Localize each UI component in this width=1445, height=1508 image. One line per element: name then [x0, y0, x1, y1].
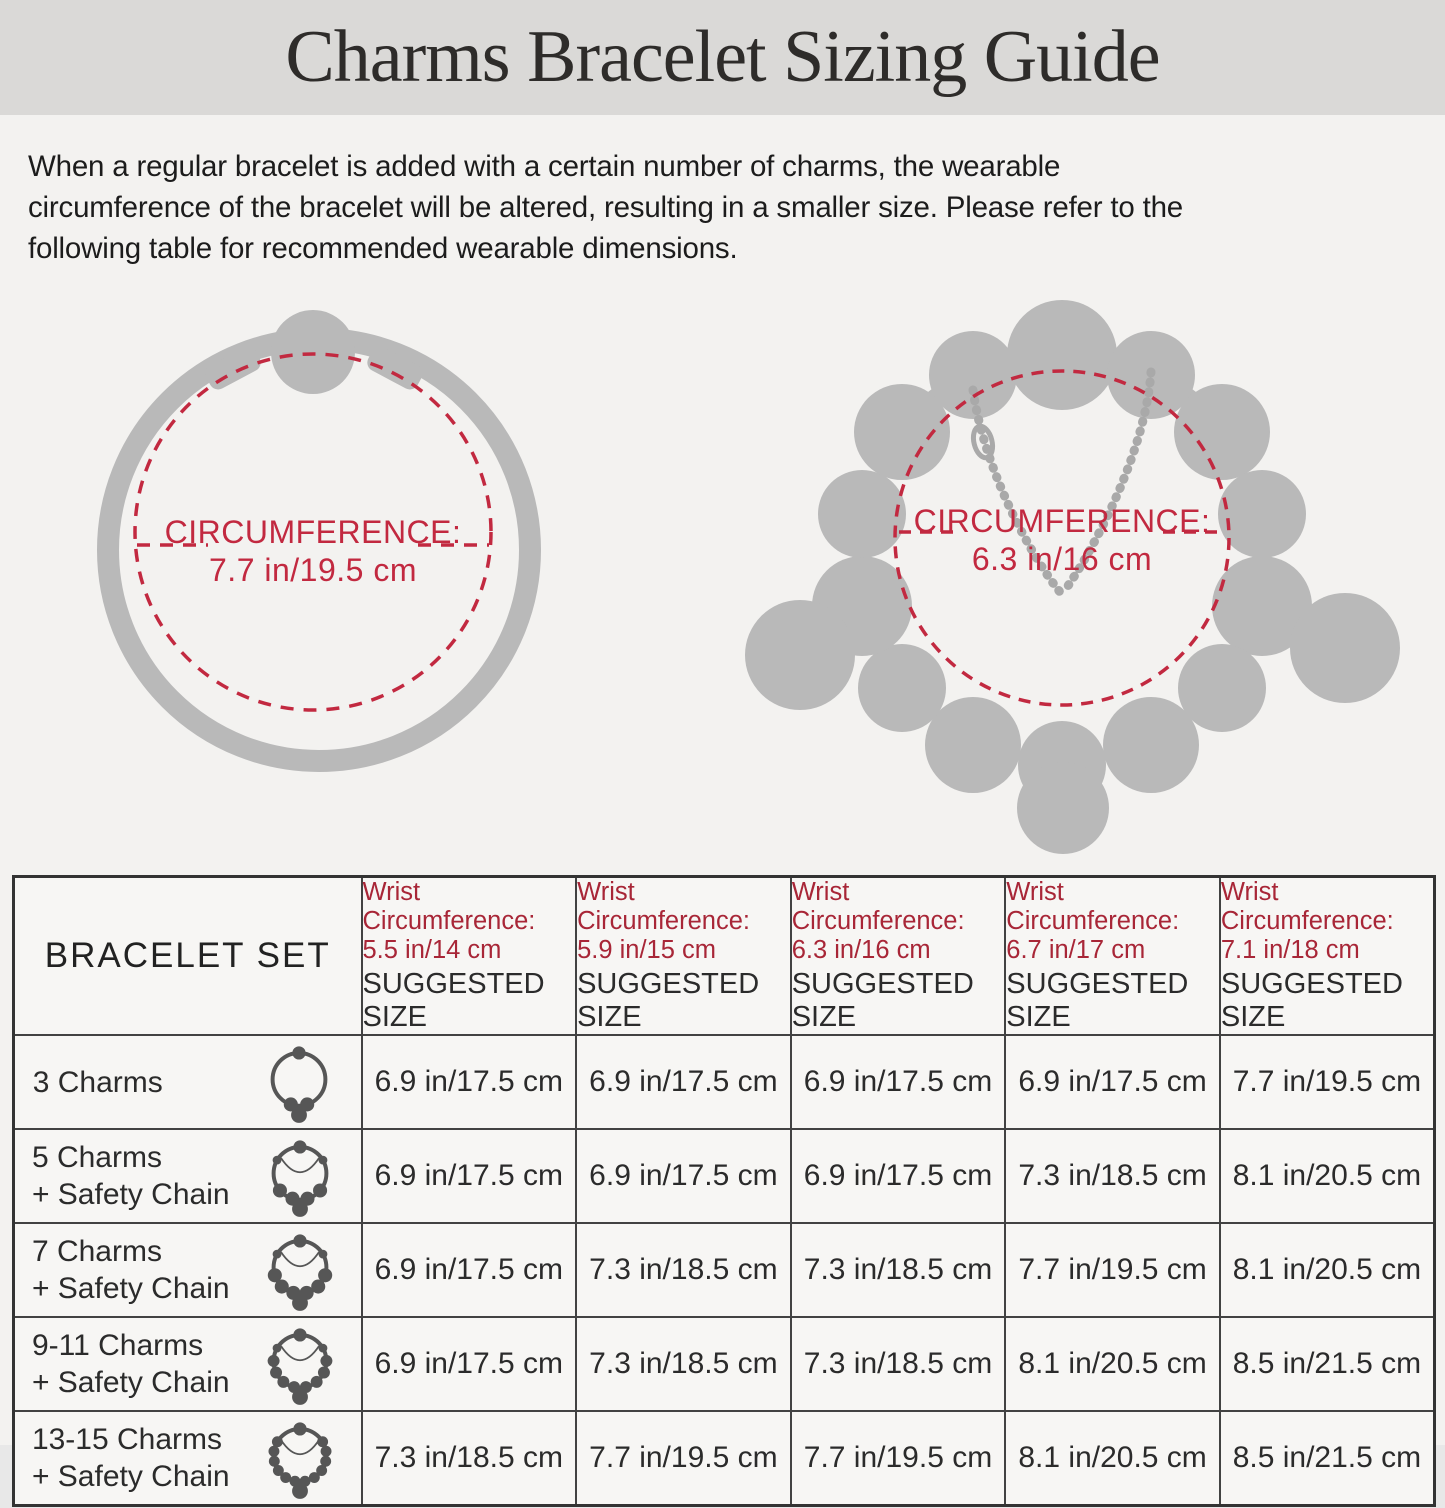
bracelet-set-icon [256, 1319, 344, 1409]
plain-bracelet-illustration [36, 270, 601, 845]
table-row [14, 1317, 1435, 1411]
bracelet-set-header: BRACELET SET [14, 877, 362, 1036]
bracelet-set-icon [256, 1225, 344, 1315]
suggested-size-value: 7.7 in/19.5 cm [1005, 1223, 1220, 1317]
suggested-size-value: 8.1 in/20.5 cm [1220, 1223, 1435, 1317]
wrist-circumference-label: Wrist Circumference: [1006, 878, 1180, 935]
circumference-value: 6.3 in/16 cm [971, 541, 1153, 577]
wrist-circumference-label: Wrist Circumference: [362, 878, 536, 935]
circumference-label: CIRCUMFERENCE: [913, 503, 1211, 539]
suggested-size-value: 6.9 in/17.5 cm [362, 1223, 577, 1317]
suggested-size-value: 6.9 in/17.5 cm [791, 1035, 1006, 1129]
suggested-size-value: 8.5 in/21.5 cm [1220, 1317, 1435, 1411]
wrist-circumference-label: Wrist Circumference: [1220, 878, 1394, 935]
suggested-size-value: 6.9 in/17.5 cm [362, 1317, 577, 1411]
suggested-size-value: 8.1 in/20.5 cm [1220, 1129, 1435, 1223]
wrist-circumference-label: Wrist Circumference: [577, 878, 750, 935]
clasp-ball-graphic [271, 310, 355, 394]
suggested-size-label: SUGGESTED SIZE [577, 968, 760, 1033]
suggested-size-label: SUGGESTED SIZE [362, 968, 545, 1033]
suggested-size-value: 7.3 in/18.5 cm [1005, 1129, 1220, 1223]
bracelet-set-cell [14, 1317, 362, 1411]
suggested-size-value: 7.3 in/18.5 cm [576, 1223, 791, 1317]
wrist-circumference-value: 7.1 in/18 cm [1220, 936, 1360, 964]
suggested-size-value: 6.9 in/17.5 cm [576, 1129, 791, 1223]
bracelet-set-cell [14, 1035, 362, 1129]
bracelet-set-icon [256, 1131, 344, 1221]
intro-line: circumference of the bracelet will be altered, resulting in a smaller size. Please refer to the [28, 191, 1183, 224]
suggested-size-value: 6.9 in/17.5 cm [362, 1129, 577, 1223]
bracelet-set-icon [255, 1037, 343, 1127]
bracelet-set-label: 9-11 Charms + Safety Chain [31, 1329, 230, 1399]
suggested-size-value: 8.5 in/21.5 cm [1220, 1411, 1435, 1506]
suggested-size-value: 8.1 in/20.5 cm [1005, 1317, 1220, 1411]
suggested-size-value: 8.1 in/20.5 cm [1005, 1411, 1220, 1506]
wrist-circumference-value: 6.7 in/17 cm [1006, 936, 1146, 964]
suggested-size-value: 7.7 in/19.5 cm [791, 1411, 1006, 1506]
sizing-table [12, 875, 1436, 1507]
size-column-header [1220, 877, 1435, 1036]
suggested-size-value: 7.3 in/18.5 cm [576, 1317, 791, 1411]
dangling-charm-graphic [745, 600, 855, 710]
bracelet-set-label: 13-15 Charms + Safety Chain [31, 1423, 230, 1493]
bracelet-set-cell [14, 1223, 362, 1317]
table-header-row [14, 877, 1435, 1036]
suggested-size-value: 7.3 in/18.5 cm [362, 1411, 577, 1506]
page-title: Charms Bracelet Sizing Guide [285, 16, 1160, 98]
suggested-size-label: SUGGESTED SIZE [791, 968, 974, 1033]
bracelet-set-label: 5 Charms + Safety Chain [31, 1141, 230, 1211]
dangling-charm-graphic [1290, 593, 1400, 703]
intro-line: following table for recommended wearable dimensions. [28, 232, 738, 265]
suggested-size-value: 6.9 in/17.5 cm [791, 1129, 1006, 1223]
size-column-header [576, 877, 791, 1036]
charms-bracelet-illustration [735, 270, 1395, 870]
suggested-size-value: 7.3 in/18.5 cm [791, 1317, 1006, 1411]
wrist-circumference-label: Wrist Circumference: [791, 878, 965, 935]
wrist-circumference-value: 5.9 in/15 cm [577, 936, 716, 964]
suggested-size-value: 6.9 in/17.5 cm [362, 1035, 577, 1129]
bracelet-set-cell [14, 1411, 362, 1506]
table-row [14, 1411, 1435, 1506]
suggested-size-value: 7.7 in/19.5 cm [576, 1411, 791, 1506]
size-column-header [791, 877, 1006, 1036]
bracelet-set-cell [14, 1129, 362, 1223]
bracelet-band-graphic [108, 339, 530, 761]
bracelet-set-label: 7 Charms + Safety Chain [31, 1235, 230, 1305]
suggested-size-value: 7.3 in/18.5 cm [791, 1223, 1006, 1317]
circumference-label: CIRCUMFERENCE: [164, 514, 462, 550]
bracelet-set-icon [256, 1413, 344, 1503]
intro-line: When a regular bracelet is added with a certain number of charms, the wearable [28, 150, 1061, 183]
suggested-size-value: 6.9 in/17.5 cm [576, 1035, 791, 1129]
table-row [14, 1129, 1435, 1223]
circumference-value: 7.7 in/19.5 cm [209, 552, 417, 588]
table-row [14, 1223, 1435, 1317]
suggested-size-label: SUGGESTED SIZE [1220, 968, 1403, 1033]
suggested-size-value: 6.9 in/17.5 cm [1005, 1035, 1220, 1129]
size-column-header [1005, 877, 1220, 1036]
dangling-charm-graphic [1017, 762, 1109, 854]
suggested-size-value: 7.7 in/19.5 cm [1220, 1035, 1435, 1129]
table-row [14, 1035, 1435, 1129]
size-column-header [362, 877, 577, 1036]
bracelet-set-label: 3 Charms [32, 1065, 163, 1099]
wrist-circumference-value: 6.3 in/16 cm [791, 936, 931, 964]
wrist-circumference-value: 5.5 in/14 cm [362, 936, 502, 964]
suggested-size-label: SUGGESTED SIZE [1006, 968, 1189, 1033]
